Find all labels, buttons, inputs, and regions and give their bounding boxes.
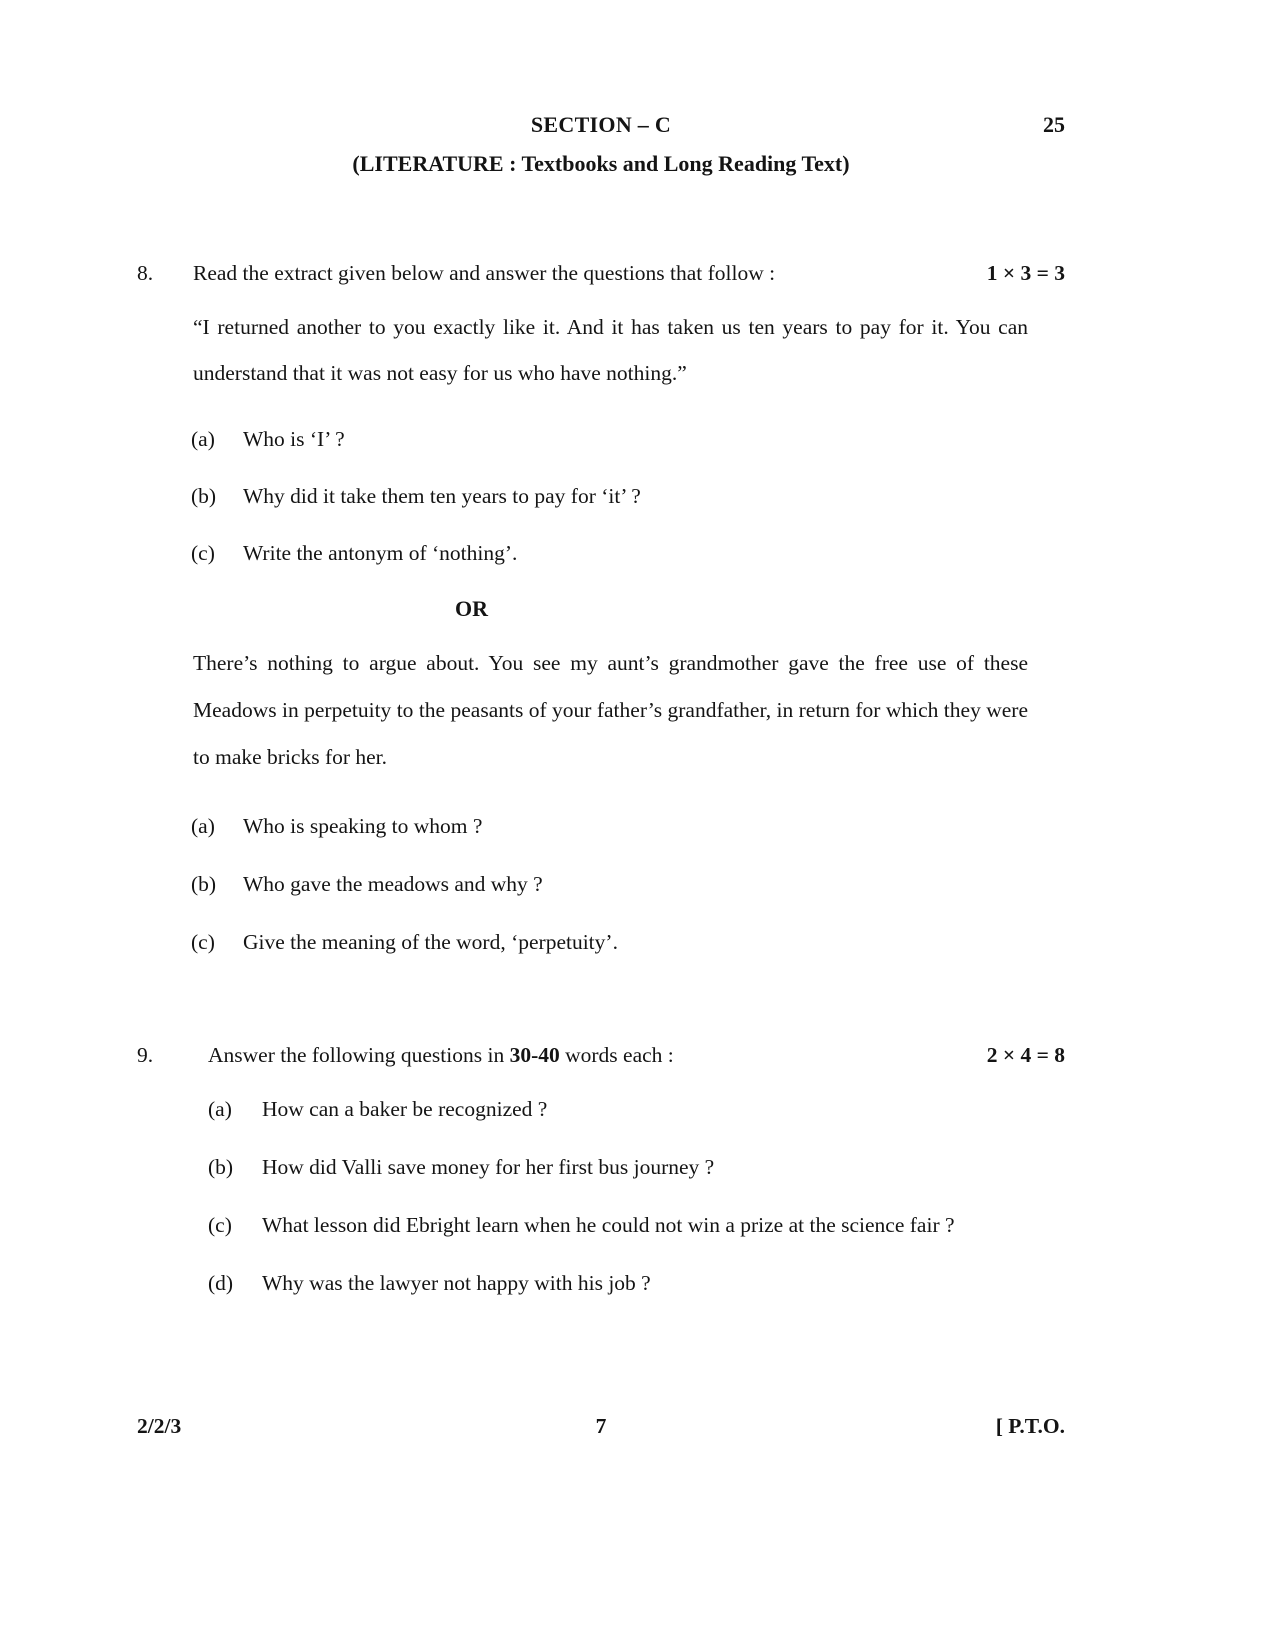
part-label: (a) [191,427,215,451]
page-footer [137,1414,1065,1439]
question-8-number: 8. [137,261,154,285]
question-9d-row [208,1262,1028,1304]
prompt-suffix: words each : [559,1043,674,1067]
question-9a-row [208,1088,1028,1130]
part-text: Give the meaning of the word, ‘perpetuity’. [243,930,618,954]
question-8b-row [191,475,1028,517]
part-text: What lesson did Ebright learn when he could not win a prize at the science fair ? [262,1213,955,1237]
question-9-marks: 2 × 4 = 8 [986,1043,1065,1067]
section-subtitle: (LITERATURE : Textbooks and Long Reading Text) [352,151,850,176]
paper-code: 2/2/3 [137,1414,182,1438]
question-9b-row [208,1146,1028,1188]
part-label: (b) [191,872,217,896]
prompt-prefix: Answer the following questions in [208,1043,510,1067]
section-title: SECTION – C [530,112,672,137]
part-text: Write the antonym of ‘nothing’. [243,541,518,565]
pto-label: [ P.T.O. [995,1414,1065,1438]
question-8-prompt: Read the extract given below and answer the questions that follow : [193,261,776,285]
question-8c-row [191,532,1028,574]
page-number: 7 [595,1414,607,1438]
question-9-row [137,1043,1065,1068]
part-text: Who is ‘I’ ? [243,427,345,451]
question-8-row [137,261,1065,286]
part-text: Who is speaking to whom ? [243,814,483,838]
part-label: (a) [191,814,215,838]
part-label: (b) [191,484,217,508]
part-label: (c) [208,1213,232,1237]
question-8-or-a-row [191,805,1028,847]
part-label: (b) [208,1155,234,1179]
part-text: Why did it take them ten years to pay for ‘it’ ? [243,484,641,508]
section-total-marks: 25 [1043,112,1065,137]
question-9-number: 9. [137,1043,154,1067]
part-label: (d) [208,1271,234,1295]
question-9c-row [208,1204,1028,1246]
question-8-extract-1: “I returned another to you exactly like it. And it has taken us ten years to pay for it. You can understand that it was not easy for us who have nothing.” [193,315,1028,385]
question-8-or-c-row [191,921,1028,963]
part-text: How can a baker be recognized ? [262,1097,548,1121]
part-text: How did Valli save money for her first bus journey ? [262,1155,715,1179]
part-label: (c) [191,930,215,954]
part-label: (c) [191,541,215,565]
question-9-prompt [208,1043,975,1068]
question-8-marks: 1 × 3 = 3 [986,261,1065,285]
prompt-word-limit: 30-40 [509,1043,560,1067]
question-8-extract-2: There’s nothing to argue about. You see my aunt’s grandmother gave the free use of these Meadows in perpetuity to the peasants of your father’s grandfather, in return for which they were to make bricks for her. [193,651,1028,769]
part-text: Why was the lawyer not happy with his job ? [262,1271,651,1295]
or-separator: OR [455,596,488,621]
section-header [137,112,1065,138]
question-8-or-b-row [191,863,1028,905]
question-8a-row [191,418,1028,460]
part-text: Who gave the meadows and why ? [243,872,543,896]
part-label: (a) [208,1097,232,1121]
